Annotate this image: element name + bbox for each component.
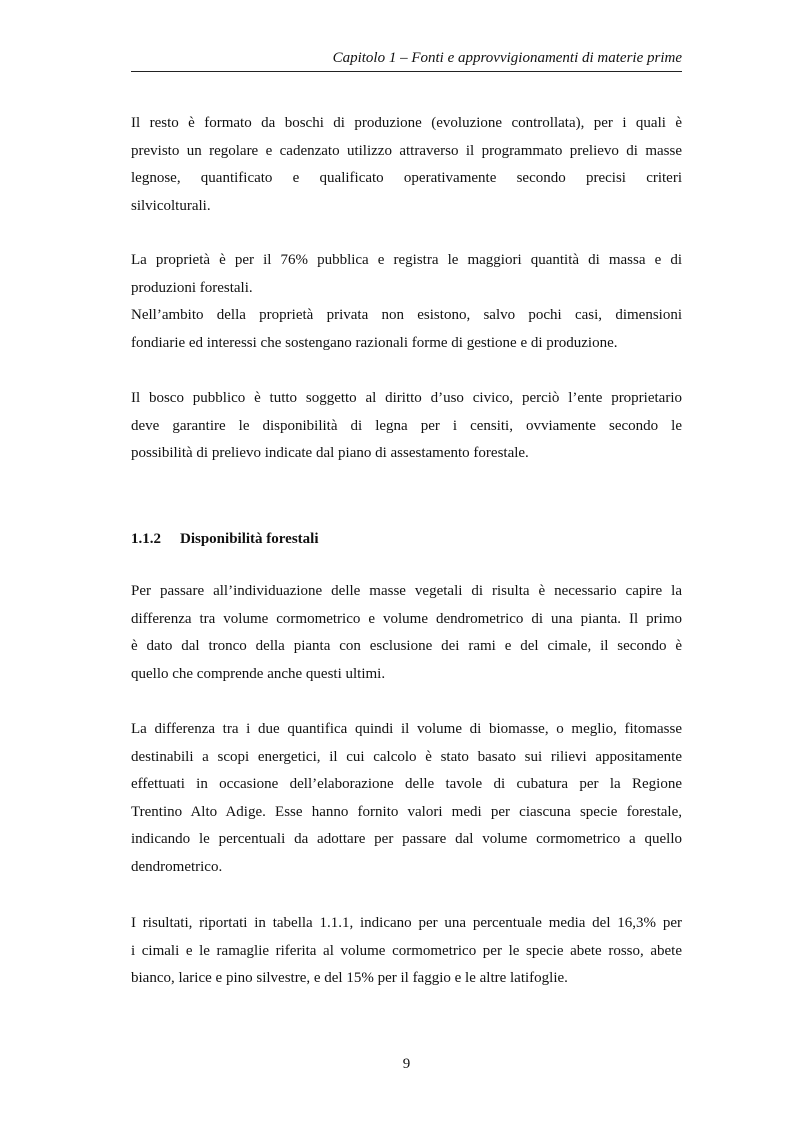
- paragraph-risultati: [131, 910, 682, 993]
- text-line: produzioni forestali.: [131, 279, 253, 296]
- header-rule: [131, 71, 682, 72]
- paragraph-proprieta-pubblica: [131, 247, 682, 302]
- section-heading: [131, 526, 319, 553]
- text-line: Il resto è formato da boschi di produzione (evoluzione controllata), per i quali è: [131, 115, 682, 131]
- section-title: Disponibilità forestali: [180, 531, 319, 547]
- section-number: 1.1.2: [131, 531, 161, 547]
- paragraph-proprieta-privata: [131, 302, 682, 357]
- text-line: fondiarie ed interessi che sostengano razionali forme di gestione e di produzione.: [131, 334, 618, 351]
- paragraph-uso-civico: [131, 385, 682, 468]
- text-line: silvicolturali.: [131, 197, 211, 214]
- text-line: legnose, quantificato e qualificato operativamente secondo precisi criteri: [131, 170, 682, 186]
- paragraph-fitomasse: [131, 716, 682, 881]
- text-line: differenza tra volume cormometrico e volume dendrometrico di una pianta. Il primo: [131, 610, 682, 627]
- text-line: effettuati in occasione dell’elaborazione delle tavole di cubatura per la Regione: [131, 776, 682, 792]
- text-line: è dato dal tronco della pianta con esclusione dei rami e del cimale, il secondo è: [131, 638, 682, 654]
- text-line: Il bosco pubblico è tutto soggetto al diritto d’uso civico, perciò l’ente proprietario: [131, 390, 682, 406]
- text-line: bianco, larice e pino silvestre, e del 15% per il faggio e le altre latifoglie.: [131, 970, 568, 986]
- text-line: Per passare all’individuazione delle masse vegetali di risulta è necessario capire la: [131, 583, 682, 599]
- text-line: destinabili a scopi energetici, il cui calcolo è stato basato sui rilievi appositamente: [131, 748, 682, 765]
- paragraph-boschi-produzione: [131, 110, 682, 220]
- text-line: deve garantire le disponibilità di legna per i censiti, ovviamente secondo le: [131, 417, 682, 434]
- text-line: La differenza tra i due quantifica quindi il volume di biomasse, o meglio, fitomasse: [131, 721, 682, 737]
- text-line: I risultati, riportati in tabella 1.1.1, indicano per una percentuale media del 16,3% per: [131, 915, 682, 931]
- text-line: dendrometrico.: [131, 858, 223, 875]
- page-number: 9: [402, 1056, 411, 1072]
- text-line: indicando le percentuali da adottare per passare dal volume cormometrico a quello: [131, 831, 682, 847]
- text-line: Trentino Alto Adige. Esse hanno fornito valori medi per ciascuna specie forestale,: [131, 803, 682, 820]
- text-line: i cimali e le ramaglie riferita al volume cormometrico per le specie abete rosso, abete: [131, 942, 682, 959]
- paragraph-volume-cormometrico: [131, 578, 682, 688]
- text-line: La proprietà è per il 76% pubblica e registra le maggiori quantità di massa e di: [131, 252, 682, 268]
- text-line: possibilità di prelievo indicate dal piano di assestamento forestale.: [131, 445, 529, 461]
- running-header: Capitolo 1 – Fonti e approvvigionamenti di materie prime: [332, 50, 682, 66]
- text-line: Nell’ambito della proprietà privata non esistono, salvo pochi casi, dimensioni: [131, 307, 682, 323]
- text-line: previsto un regolare e cadenzato utilizzo attraverso il programmato prelievo di masse: [131, 142, 682, 159]
- text-line: quello che comprende anche questi ultimi.: [131, 665, 386, 682]
